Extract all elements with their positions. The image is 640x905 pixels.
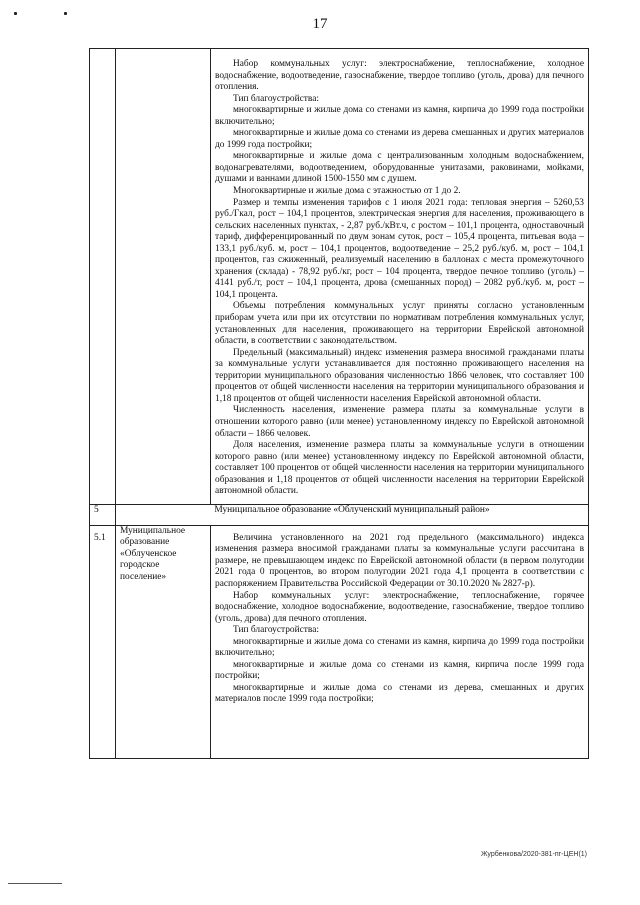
paragraph: Тип благоустройства:: [233, 625, 319, 636]
paragraph: Величина установленного на 2021 год предельного (максимального) индекса изменения размера вносимой гражданами платы за коммунальные услуги рассчитана в размере, не превышающем индекс по Еврейской автономной области (в первом полугодии 2021 года 0 процентов, во втором полугодии 2021 года 4,1 процента в соответствии с распоряжением Правительства Российской Федерации от 30.10.2020 № 2827-р).: [215, 532, 584, 589]
tariff-table: [89, 48, 589, 759]
paragraph: Объемы потребления коммунальных услуг приняты согласно установленным приборам учета или при их отсутствии по нормативам потребления коммунальных услуг, установленных для населения, проживающего на территории Еврейской автономной области, в соответствии с законодательством.: [215, 301, 584, 347]
section-number: 5: [90, 504, 116, 525]
paragraph: Предельный (максимальный) индекс изменения размера вносимой гражданами платы за коммунальные услуги устанавливается для постоянно проживающего населения на территории муниципального образования численностью 1866 человек, что составляет 100 процентов от общей численности населения на территории муниципального образования и 1,18 процентов от общей численности населения Еврейской автономной области.: [215, 347, 584, 404]
section-title: Муниципальное образование «Облученский муниципальный район»: [116, 504, 589, 525]
paragraph: Численность населения, изменение размера платы за коммунальные услуги в отношении которого равно (или менее) установленному индексу по Еврейской автономной области – 1866 человек.: [215, 405, 584, 439]
paragraph: многоквартирные и жилые дома со стенами из камня, кирпича после 1999 года постройки;: [215, 659, 584, 682]
paragraph: Набор коммунальных услуг: электроснабжение, теплоснабжение, холодное водоснабжение, водоотведение, газоснабжение, твердое топливо (уголь, дрова) для печного отопления.: [215, 59, 584, 93]
scan-mark: [64, 12, 67, 15]
paragraph: многоквартирные и жилые дома со стенами из дерева смешанных и других материалов до 1999 года постройки;: [215, 128, 584, 150]
table-cell-org: [116, 49, 211, 505]
table-cell-content: [211, 49, 589, 505]
paragraph: Размер и темпы изменения тарифов с 1 июля 2021 года: тепловая энергия – 5260,53 руб./Гкал, рост – 104,1 процентов, электрическая энергия для населения, проживающего в сельских населенных пунктах, - 2,87 руб./кВт.ч, с ростом – 101,1 процента, одноставочный тариф, дифференцированный по двум зонам суток, рост – 105,4 процента, питьевая вода – 133,1 руб./куб. м, рост – 104,1 процентов, водоотведение – 25,2 руб./куб. м, рост – 104,1 процентов, газ сжиженный, реализуемый населению в баллонах с места промежуточного хранения (склада) - 78,92 руб./кг, рост – 104 процента, твердое печное топливо (уголь) – 4141 руб./т, рост – 104,1 процента, дрова (смешанных пород) – 2082 руб./куб. м, рост – 104,1 процента.: [215, 197, 584, 300]
section-row: [90, 504, 589, 525]
table-row: [90, 49, 589, 505]
paragraph: Тип благоустройства:: [233, 93, 319, 104]
document-code: Журбенкова/2020-381-пг-ЦЕН(1): [481, 851, 587, 858]
table-cell-content: [211, 525, 589, 758]
scan-mark: [14, 12, 17, 15]
paragraph: многоквартирные и жилые дома со стенами из камня, кирпича до 1999 года постройки включительно;: [215, 636, 584, 659]
table-cell-number: [90, 49, 116, 505]
paragraph: многоквартирные и жилые дома со стенами из дерева, смешанных и других материалов после 1999 года постройки;: [215, 682, 584, 705]
row-number: 5.1: [90, 525, 116, 758]
page-number: 17: [312, 16, 328, 32]
paragraph: Многоквартирные и жилые дома с этажностью от 1 до 2.: [233, 186, 461, 197]
table-row: [90, 525, 589, 758]
footnote-divider: [8, 883, 62, 884]
paragraph: Доля населения, изменение размера платы за коммунальные услуги в отношении которого равно (или менее) установленному индексу по Еврейской автономной области, составляет 100 процентов от общей численности населения на территории муниципального образования и 1,18 процентов от общей численности населения на территории Еврейской автономной области.: [215, 440, 584, 497]
paragraph: многоквартирные и жилые дома с централизованным холодным водоснабжением, водонагревателями, водоотведением, оборудованные унитазами, раковинами, мойками, душами и ваннами длиной 1500-1550 мм с душем.: [215, 151, 584, 185]
paragraph: Набор коммунальных услуг: электроснабжение, теплоснабжение, горячее водоснабжение, холодное водоснабжение, водоотведение, газоснабжение, твердое топливо (уголь, дрова) для печного отопления.: [215, 590, 584, 624]
org-name: Муниципальное образование «Облученское городское поселение»: [116, 525, 211, 758]
paragraph: многоквартирные и жилые дома со стенами из камня, кирпича до 1999 года постройки включительно;: [215, 105, 584, 127]
